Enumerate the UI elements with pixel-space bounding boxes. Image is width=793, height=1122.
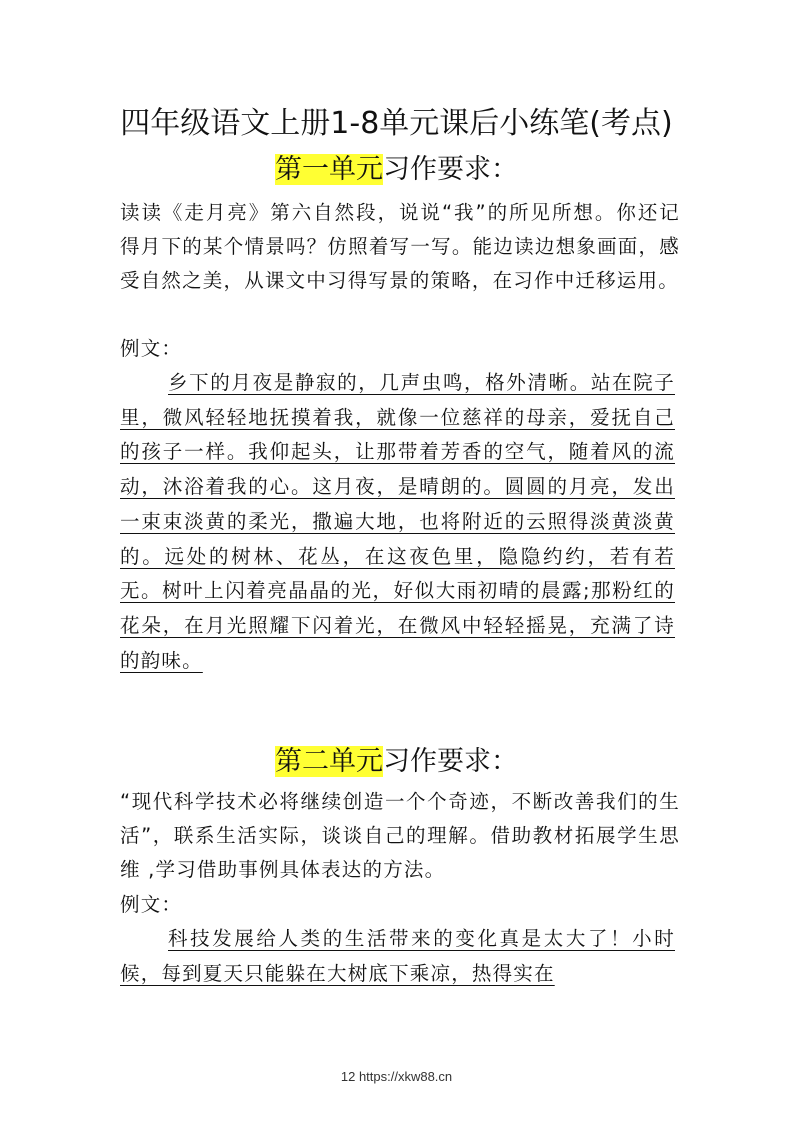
document-title: 四年级语文上册1-8单元课后小练笔(考点) (120, 106, 673, 141)
unit2-heading-highlight: 第二单元 (275, 746, 383, 777)
unit1-heading (0, 150, 793, 190)
unit1-example-text: 乡下的月夜是静寂的，几声虫鸣，格外清晰。站在院子里，微风轻轻地抚摸着我，就像一位慈祥的母亲，爱抚自己的孩子一样。我仰起头，让那带着芳香的空气，随着风的流动，沐浴着我的心。这月夜，是晴朗的。圆圆的月亮，发出一束束淡黄的柔光，撒遍大地，也将附近的云照得淡黄淡黄的。远处的树林、花丛，在这夜色里，隐隐约约，若有若无。树叶上闪着亮晶晶的光，好似大雨初晴的晨露;那粉红的花朵，在月光照耀下闪着光，在微风中轻轻摇晃，充满了诗的韵味。 (120, 371, 675, 672)
unit1-heading-rest: 习作要求： (383, 154, 518, 185)
unit2-example-label: 例文： (120, 893, 183, 916)
footer-url: https://xkw88.cn (358, 1069, 453, 1084)
unit2-requirement: “现代科学技术必将继续创造一个个奇迹，不断改善我们的生活”，联系生活实际，谈谈自己的理解。借助教材拓展学生思维 ,学习借助事例具体表达的方法。 (120, 790, 680, 881)
unit1-example-label: 例文： (120, 337, 183, 360)
page-footer (0, 1068, 793, 1086)
unit2-heading (0, 742, 793, 782)
unit1-requirement: 读读《走月亮》第六自然段，说说“我”的所见所想。你还记得月下的某个情景吗？仿照着写一写。能边读边想象画面，感受自然之美，从课文中习得写景的策略，在习作中迁移运用。 (120, 201, 680, 292)
page-number: 12 (340, 1069, 356, 1084)
unit1-heading-highlight: 第一单元 (275, 154, 383, 185)
unit2-example-text: 科技发展给人类的生活带来的变化真是太大了！小时候，每到夏天只能躲在大树底下乘凉，热得实在 (120, 927, 675, 985)
unit2-heading-rest: 习作要求： (383, 746, 518, 777)
